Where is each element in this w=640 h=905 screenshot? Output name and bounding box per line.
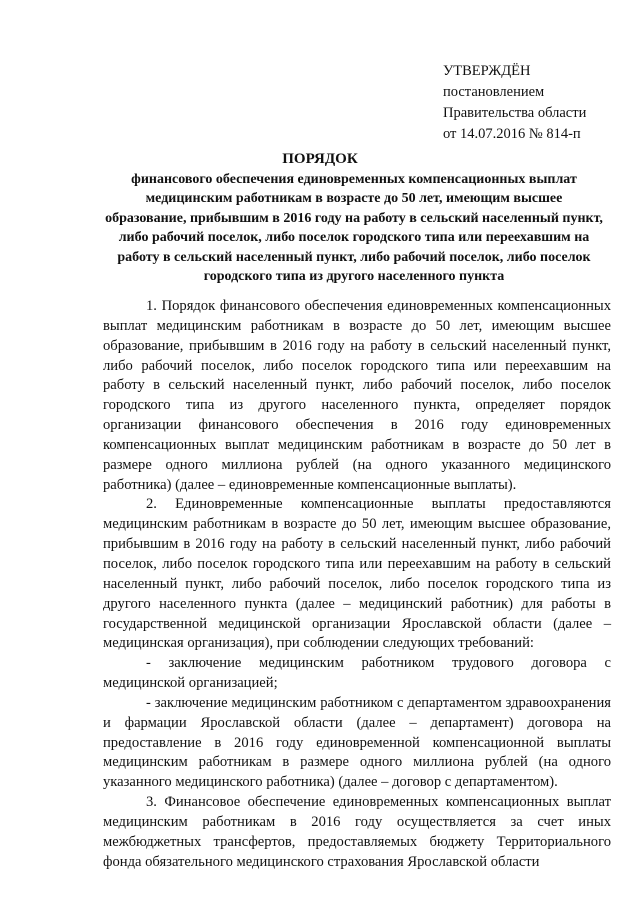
approval-line: Правительства области <box>443 105 587 121</box>
approval-line: от 14.07.2016 № 814-п <box>443 126 581 142</box>
paragraph-2-item-2: - заключение медицинским работником с департаментом здравоохранения и фармации Ярославской области (далее – департамент) договора на предоставление в 2016 году единовременной компенсационной выплаты медицинским работникам в размере одного миллиона рублей (на одного указанного медицинского работника) (далее – договор с департаментом). <box>103 694 611 791</box>
document-subtitle: финансового обеспечения единовременных компенсационных выплат медицинским работникам в возрасте до 50 лет, имеющим высшее образование, прибывшим в 2016 году на работу в сельский населенный пункт, либо рабочий поселок, либо поселок городского типа или переехавшим на работу в сельский населенный пункт, либо рабочий поселок, либо поселок городского типа из другого населенного пункта <box>105 172 603 285</box>
paragraph-2-item-1: - заключение медицинским работником трудового договора с медицинской организацией; <box>103 655 611 692</box>
paragraph-1: 1. Порядок финансового обеспечения единовременных компенсационных выплат медицинским работникам в возрасте до 50 лет, имеющим высшее образование, прибывшим в 2016 году на работу в сельский населенный пункт, либо рабочий поселок, либо поселок городского типа или переехавшим на работу в сельский населенный пункт, либо рабочий поселок, либо поселок городского типа из другого населенного пункта, определяет порядок организации финансового обеспечения в 2016 году единовременных компенсационных выплат медицинским работникам в возрасте до 50 лет в размере одного миллиона рублей (на одного указанного медицинского работника) (далее – единовременные компенсационные выплаты). <box>103 298 611 493</box>
document-title: ПОРЯДОК <box>282 151 358 167</box>
document-body <box>103 297 611 872</box>
approval-line: постановлением <box>443 84 545 100</box>
paragraph-3: 3. Финансовое обеспечение единовременных компенсационных выплат медицинским работникам в 2016 году осуществляется за счет иных межбюджетных трансфертов, предоставляемых бюджету Территориального фонда обязательного медицинского страхования Ярославской области <box>103 794 611 870</box>
approval-line: УТВЕРЖДЁН <box>443 63 531 79</box>
approval-stamp <box>443 61 633 145</box>
paragraph-2: 2. Единовременные компенсационные выплаты предоставляются медицинским работникам в возрасте до 50 лет, имеющим высшее образование, прибывшим в 2016 году на работу в сельский населенный пункт, либо рабочий поселок, либо поселок городского типа или переехавшим на работу в сельский населенный пункт, либо рабочий поселок, либо поселок городского типа из другого населенного пункта (далее – медицинский работник) для работы в государственной медицинской организации Ярославской области (далее – медицинская организация), при соблюдении следующих требований: <box>103 496 611 652</box>
